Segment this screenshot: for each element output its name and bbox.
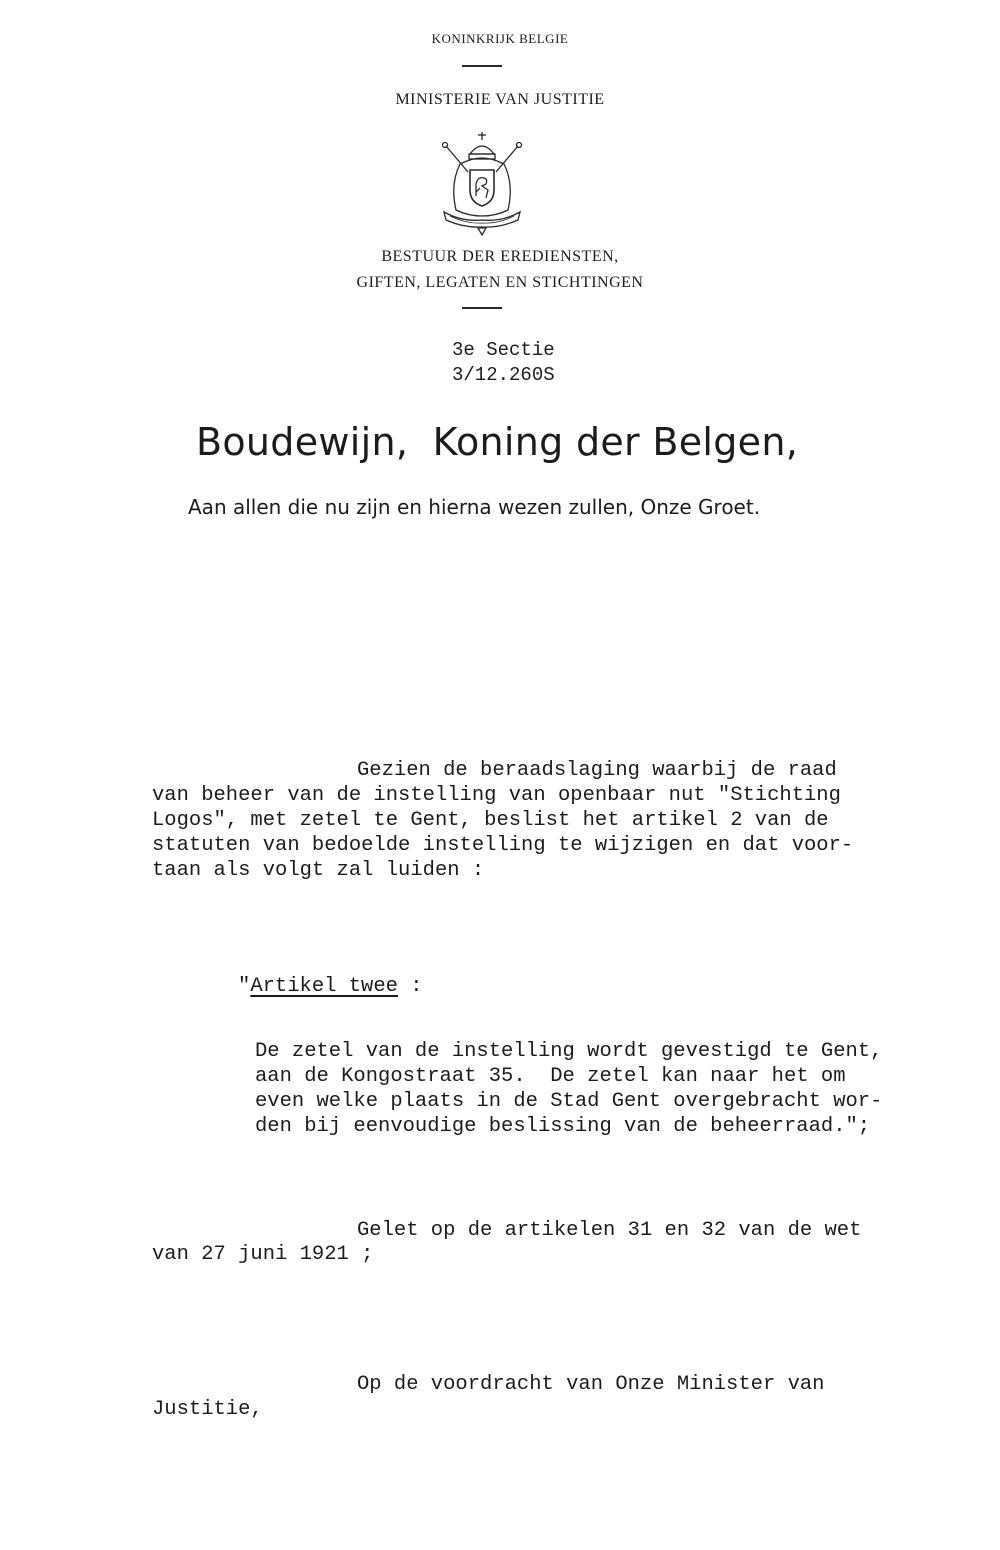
article-line: De zetel van de instelling wordt gevestigd te Gent, [255, 1040, 883, 1063]
paragraph-line: Op de voordracht van Onze Minister van [357, 1373, 825, 1396]
belgian-coat-of-arms-icon [432, 124, 532, 236]
article-line: den bij eenvoudige beslissing van de beheerraad."; [255, 1115, 871, 1138]
ministry-heading: MINISTERIE VAN JUSTITIE [395, 91, 605, 108]
article-heading-suffix: : [397, 975, 423, 998]
paragraph-line: Gelet op de artikelen 31 en 32 van de wet [357, 1219, 862, 1242]
paragraph-line: taan als volgt zal luiden : [152, 859, 485, 882]
open-quote: " [238, 975, 251, 998]
divider [462, 307, 502, 309]
paragraph-line: Logos", met zetel te Gent, beslist het artikel 2 van de [152, 809, 829, 832]
country-heading: KONINKRIJK BELGIE [431, 31, 569, 46]
article-line: aan de Kongostraat 35. De zetel kan naar het om [255, 1065, 846, 1088]
administration-line-2: GIFTEN, LEGATEN EN STICHTINGEN [356, 274, 644, 291]
paragraph-line: Justitie, [152, 1398, 263, 1421]
paragraph-line: van 27 juni 1921 ; [152, 1243, 374, 1266]
greeting-line: Aan allen die nu zijn en hierna wezen zullen, Onze Groet. [188, 495, 761, 519]
divider [462, 65, 502, 67]
king-title: Koning der Belgen, [432, 420, 799, 464]
article-heading: Artikel twee [250, 975, 398, 998]
decree-title [196, 420, 798, 464]
administration-line-1: BESTUUR DER EREDIENSTEN, [381, 248, 619, 265]
paragraph-line: Gezien de beraadslaging waarbij de raad [357, 759, 837, 782]
paragraph-line: statuten van bedoelde instelling te wijzigen en dat voor- [152, 834, 854, 857]
paragraph-line: van beheer van de instelling van openbaar nut "Stichting [152, 784, 841, 807]
section-label: 3e Sectie [452, 339, 555, 361]
file-reference: 3/12.260S [452, 364, 555, 386]
king-name: Boudewijn, [196, 420, 409, 464]
article-heading-line [238, 975, 423, 998]
article-line: even welke plaats in de Stad Gent overgebracht wor- [255, 1090, 883, 1113]
